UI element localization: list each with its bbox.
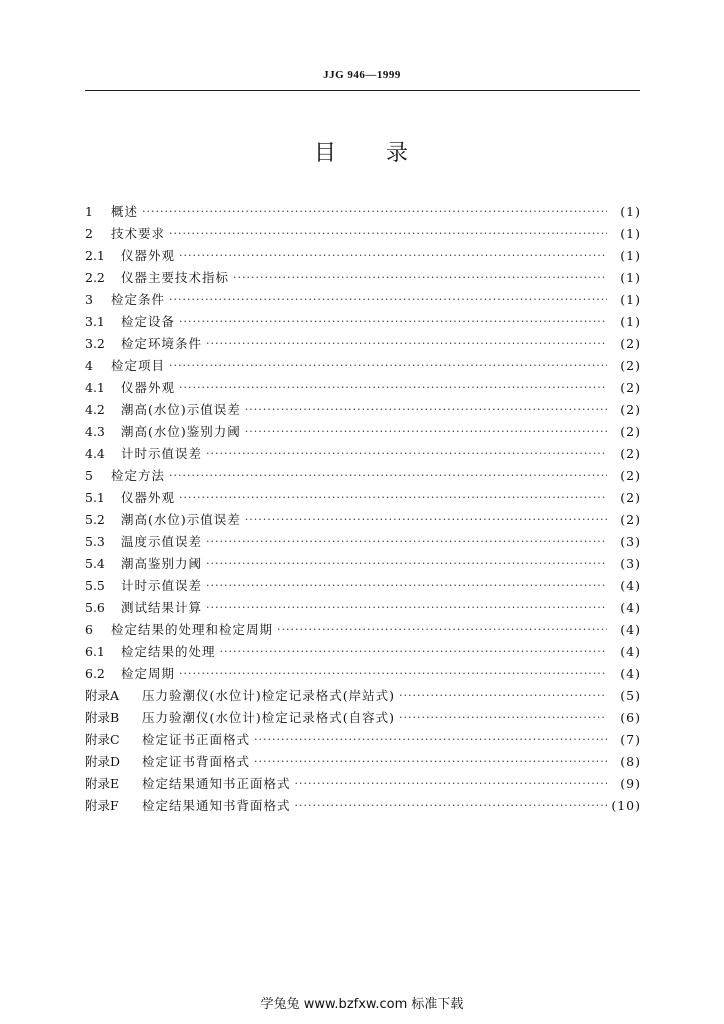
toc-entry[interactable] xyxy=(85,267,641,289)
toc-entry[interactable] xyxy=(85,355,641,377)
toc-entry-number: 2.2 xyxy=(85,270,105,285)
toc-entry-page: (10) xyxy=(611,798,641,813)
toc-entry[interactable] xyxy=(85,377,641,399)
toc-leader-dots xyxy=(206,597,607,619)
toc-entry-label: 仪器外观 xyxy=(121,248,176,263)
toc-leader-dots xyxy=(233,267,607,289)
toc-entry-number: 附录D xyxy=(85,754,121,769)
toc-leader-dots xyxy=(277,619,607,641)
toc-entry-label: 潮高(水位)鉴别力阈 xyxy=(121,424,241,439)
toc-entry-number: 5.5 xyxy=(85,578,105,593)
toc-entry[interactable] xyxy=(85,443,641,465)
toc-entry-number: 4.1 xyxy=(85,380,105,395)
toc-entry-label: 潮高(水位)示值误差 xyxy=(121,512,241,527)
toc-entry-label: 检定条件 xyxy=(111,292,166,307)
toc-entry-page: (1) xyxy=(620,204,641,219)
toc-entry[interactable] xyxy=(85,773,641,795)
toc-entry-page: (6) xyxy=(620,710,641,725)
toc-entry[interactable] xyxy=(85,531,641,553)
header-rule xyxy=(85,90,640,91)
toc-leader-dots xyxy=(179,663,607,685)
toc-entry-number: 附录B xyxy=(85,710,120,725)
toc-entry-number: 4 xyxy=(85,358,93,373)
toc-entry[interactable] xyxy=(85,729,641,751)
toc-entry-page: (4) xyxy=(620,578,641,593)
toc-entry[interactable] xyxy=(85,487,641,509)
toc-entry-number: 附录E xyxy=(85,776,120,791)
toc-entry[interactable] xyxy=(85,465,641,487)
table-of-contents xyxy=(85,201,641,817)
toc-entry[interactable] xyxy=(85,223,641,245)
toc-entry[interactable] xyxy=(85,751,641,773)
toc-entry[interactable] xyxy=(85,795,641,817)
toc-entry[interactable] xyxy=(85,289,641,311)
toc-entry-label: 概述 xyxy=(111,204,139,219)
toc-entry-number: 6.1 xyxy=(85,644,105,659)
toc-leader-dots xyxy=(399,707,607,729)
toc-entry-page: (4) xyxy=(620,622,641,637)
toc-entry-label: 温度示值误差 xyxy=(121,534,203,549)
toc-leader-dots xyxy=(254,729,607,751)
toc-entry-number: 3 xyxy=(85,292,93,307)
toc-entry[interactable] xyxy=(85,201,641,223)
toc-leader-dots xyxy=(179,377,607,399)
toc-entry-label: 检定项目 xyxy=(111,358,166,373)
toc-entry-number: 5.3 xyxy=(85,534,105,549)
toc-entry-page: (2) xyxy=(620,380,641,395)
toc-title xyxy=(0,136,724,167)
toc-entry-number: 6.2 xyxy=(85,666,105,681)
toc-leader-dots xyxy=(179,311,607,333)
toc-entry-label: 技术要求 xyxy=(111,226,166,241)
toc-entry-page: (8) xyxy=(620,754,641,769)
toc-entry-label: 计时示值误差 xyxy=(121,446,203,461)
toc-title-char-1: 目 xyxy=(313,141,338,166)
toc-entry-page: (4) xyxy=(620,644,641,659)
toc-entry[interactable] xyxy=(85,333,641,355)
footer-watermark: 学兔兔 www.bzfxw.com 标准下载 xyxy=(260,997,464,1012)
toc-entry-number: 3.2 xyxy=(85,336,105,351)
toc-entry[interactable] xyxy=(85,597,641,619)
toc-entry-page: (3) xyxy=(620,534,641,549)
toc-leader-dots xyxy=(245,399,607,421)
toc-entry-label: 仪器外观 xyxy=(121,380,176,395)
toc-entry-number: 4.4 xyxy=(85,446,105,461)
toc-leader-dots xyxy=(169,289,607,311)
toc-entry-label: 潮高鉴别力阈 xyxy=(121,556,203,571)
toc-entry-label: 检定证书背面格式 xyxy=(142,754,251,769)
toc-entry-page: (7) xyxy=(620,732,641,747)
toc-entry-page: (4) xyxy=(620,666,641,681)
toc-leader-dots xyxy=(295,795,607,817)
toc-entry-label: 检定设备 xyxy=(121,314,176,329)
toc-entry-page: (2) xyxy=(620,336,641,351)
toc-entry[interactable] xyxy=(85,509,641,531)
toc-entry-page: (2) xyxy=(620,424,641,439)
toc-entry[interactable] xyxy=(85,421,641,443)
toc-entry-page: (2) xyxy=(620,358,641,373)
toc-entry-page: (1) xyxy=(620,248,641,263)
toc-entry-page: (9) xyxy=(620,776,641,791)
toc-entry-label: 测试结果计算 xyxy=(121,600,203,615)
toc-entry-number: 4.3 xyxy=(85,424,105,439)
toc-entry-number: 4.2 xyxy=(85,402,105,417)
toc-entry-page: (4) xyxy=(620,600,641,615)
toc-entry-page: (1) xyxy=(620,314,641,329)
toc-entry-number: 5.1 xyxy=(85,490,105,505)
toc-entry-label: 压力验潮仪(水位计)检定记录格式(岸站式) xyxy=(142,688,396,703)
toc-entry-number: 附录C xyxy=(85,732,120,747)
toc-leader-dots xyxy=(179,245,607,267)
toc-entry[interactable] xyxy=(85,707,641,729)
toc-entry[interactable] xyxy=(85,575,641,597)
toc-entry-label: 潮高(水位)示值误差 xyxy=(121,402,241,417)
toc-entry[interactable] xyxy=(85,245,641,267)
toc-title-char-2: 录 xyxy=(386,141,411,166)
toc-entry-label: 检定结果的处理和检定周期 xyxy=(111,622,274,637)
toc-entry-page: (2) xyxy=(620,446,641,461)
toc-entry-number: 6 xyxy=(85,622,93,637)
toc-entry-page: (2) xyxy=(620,402,641,417)
toc-leader-dots xyxy=(206,531,607,553)
toc-entry-number: 2 xyxy=(85,226,93,241)
toc-entry-page: (5) xyxy=(620,688,641,703)
toc-entry-number: 2.1 xyxy=(85,248,105,263)
toc-entry-label: 仪器主要技术指标 xyxy=(121,270,230,285)
toc-entry-number: 5 xyxy=(85,468,93,483)
toc-entry[interactable] xyxy=(85,685,641,707)
toc-entry-number: 5.4 xyxy=(85,556,105,571)
standard-code-header: JJG 946—1999 xyxy=(323,69,401,81)
toc-entry[interactable] xyxy=(85,311,641,333)
toc-entry-number: 5.2 xyxy=(85,512,105,527)
toc-entry-label: 检定环境条件 xyxy=(121,336,203,351)
toc-leader-dots xyxy=(245,509,607,531)
toc-entry-label: 压力验潮仪(水位计)检定记录格式(自容式) xyxy=(142,710,396,725)
toc-entry[interactable] xyxy=(85,619,641,641)
toc-entry-page: (1) xyxy=(620,270,641,285)
toc-entry-label: 检定方法 xyxy=(111,468,166,483)
toc-entry[interactable] xyxy=(85,663,641,685)
toc-entry-number: 5.6 xyxy=(85,600,105,615)
toc-entry-label: 检定结果的处理 xyxy=(121,644,216,659)
toc-entry[interactable] xyxy=(85,399,641,421)
toc-leader-dots xyxy=(169,465,607,487)
toc-leader-dots xyxy=(245,421,607,443)
toc-entry-label: 检定周期 xyxy=(121,666,176,681)
toc-leader-dots xyxy=(169,355,607,377)
toc-leader-dots xyxy=(206,333,607,355)
toc-leader-dots xyxy=(254,751,607,773)
toc-leader-dots xyxy=(206,553,607,575)
toc-leader-dots xyxy=(169,223,607,245)
toc-entry-page: (1) xyxy=(620,292,641,307)
toc-leader-dots xyxy=(206,575,607,597)
toc-entry-label: 检定结果通知书正面格式 xyxy=(142,776,291,791)
toc-entry-number: 1 xyxy=(85,204,93,219)
toc-entry-page: (1) xyxy=(620,226,641,241)
toc-entry-page: (2) xyxy=(620,468,641,483)
toc-entry-label: 仪器外观 xyxy=(121,490,176,505)
toc-entry-label: 计时示值误差 xyxy=(121,578,203,593)
toc-entry[interactable] xyxy=(85,641,641,663)
toc-leader-dots xyxy=(179,487,607,509)
toc-leader-dots xyxy=(142,201,607,223)
toc-entry[interactable] xyxy=(85,553,641,575)
toc-entry-page: (3) xyxy=(620,556,641,571)
toc-leader-dots xyxy=(220,641,607,663)
toc-leader-dots xyxy=(206,443,607,465)
toc-entry-page: (2) xyxy=(620,512,641,527)
toc-leader-dots xyxy=(295,773,607,795)
toc-leader-dots xyxy=(399,685,607,707)
toc-entry-label: 检定结果通知书背面格式 xyxy=(142,798,291,813)
toc-entry-number: 附录A xyxy=(85,688,120,703)
toc-entry-number: 3.1 xyxy=(85,314,105,329)
toc-entry-number: 附录F xyxy=(85,798,119,813)
toc-entry-label: 检定证书正面格式 xyxy=(142,732,251,747)
toc-entry-page: (2) xyxy=(620,490,641,505)
